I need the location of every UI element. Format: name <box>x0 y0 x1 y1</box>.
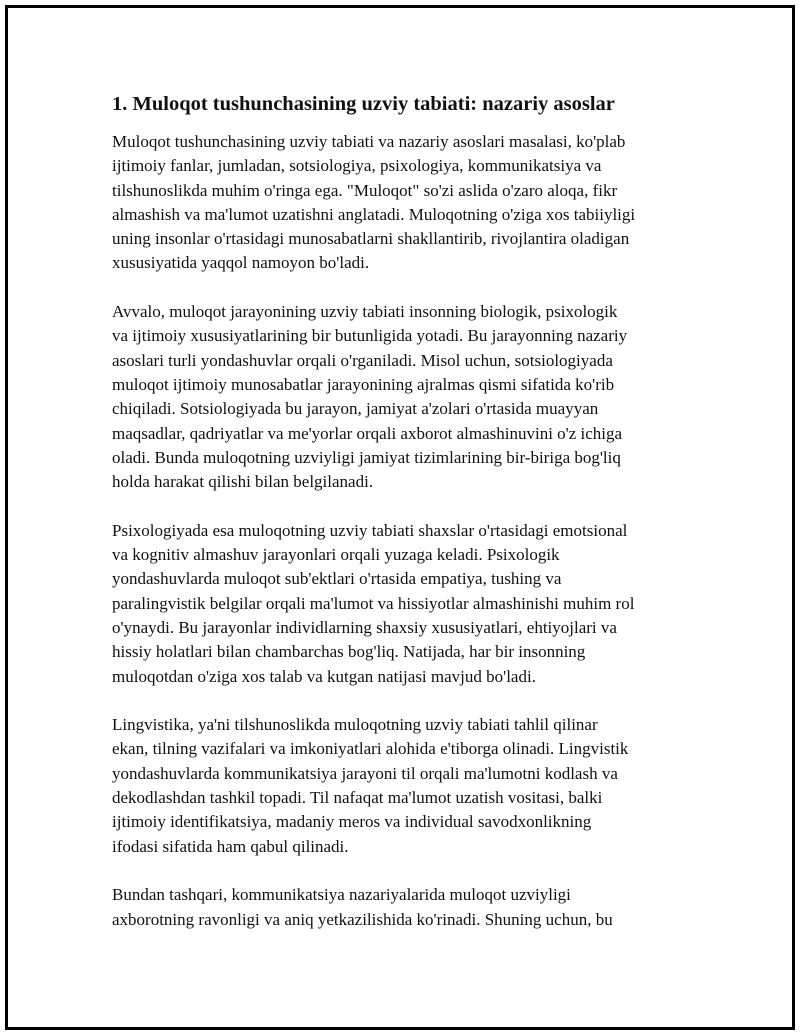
text-line: va ijtimoiy xususiyatlarining bir butunligida yotadi. Bu jarayonning nazariy <box>112 326 628 346</box>
text-line: maqsadlar, qadriyatlar va me'yorlar orqali axborot almashinuvini o'z ichiga <box>112 423 623 443</box>
paragraph-2 <box>112 300 672 494</box>
paragraph-3 <box>112 519 672 689</box>
document-body <box>112 90 672 956</box>
text-line: almashish va ma'lumot uzatishni anglatadi. Muloqotning o'ziga xos tabiiyligi <box>112 204 636 224</box>
text-line: muloqot ijtimoiy munosabatlar jarayonining ajralmas qismi sifatida ko'rib <box>112 374 615 394</box>
text-line: Psixologiyada esa muloqotning uzviy tabiati shaxslar o'rtasidagi emotsional <box>112 520 628 540</box>
section-heading: 1. Muloqot tushunchasining uzviy tabiati: nazariy asoslar <box>112 93 615 115</box>
text-line: holda harakat qilishi bilan belgilanadi. <box>112 472 374 492</box>
text-line: oladi. Bunda muloqotning uzviyligi jamiyat tizimlarining bir-biriga bog'liq <box>112 447 621 467</box>
text-line: chiqiladi. Sotsiologiyada bu jarayon, jamiyat a'zolari o'rtasida muayyan <box>112 399 599 419</box>
text-line: ekan, tilning vazifalari va imkoniyatlari alohida e'tiborga olinadi. Lingvistik <box>112 739 629 759</box>
text-line: ijtimoiy identifikatsiya, madaniy meros va individual savodxonlikning <box>112 812 592 832</box>
text-line: yondashuvlarda muloqot sub'ektlari o'rtasida empatiya, tushing va <box>112 569 562 589</box>
text-line: Bundan tashqari, kommunikatsiya nazariyalarida muloqot uzviyligi <box>112 885 571 905</box>
text-line: muloqotdan o'ziga xos talab va kutgan natijasi mavjud bo'ladi. <box>112 666 536 686</box>
text-line: yondashuvlarda kommunikatsiya jarayoni til orqali ma'lumotni kodlash va <box>112 763 618 783</box>
text-line: xususiyatida yaqqol namoyon bo'ladi. <box>112 253 370 273</box>
text-line: paralingvistik belgilar orqali ma'lumot va hissiyotlar almashinishi muhim rol <box>112 593 635 613</box>
text-line: ifodasi sifatida ham qabul qilinadi. <box>112 836 349 856</box>
text-line: Avvalo, muloqot jarayonining uzviy tabiati insonning biologik, psixologik <box>112 302 618 322</box>
paragraph-1 <box>112 130 672 276</box>
text-line: asoslari turli yondashuvlar orqali o'rganiladi. Misol uchun, sotsiologiyada <box>112 350 613 370</box>
text-line: ijtimoiy fanlar, jumladan, sotsiologiya, psixologiya, kommunikatsiya va <box>112 156 602 176</box>
paragraph-4 <box>112 713 672 859</box>
text-line: tilshunoslikda muhim o'ringa ega. "Muloqot" so'zi aslida o'zaro aloqa, fikr <box>112 180 618 200</box>
text-line: va kognitiv almashuv jarayonlari orqali yuzaga keladi. Psixologik <box>112 545 560 565</box>
paragraph-5 <box>112 883 672 932</box>
text-line: axborotning ravonligi va aniq yetkazilishida ko'rinadi. Shuning uchun, bu <box>112 909 613 929</box>
text-line: hissiy holatlari bilan chambarchas bog'liq. Natijada, har bir insonning <box>112 642 586 662</box>
text-line: dekodlashdan tashkil topadi. Til nafaqat ma'lumot uzatish vositasi, balki <box>112 788 603 808</box>
text-line: Lingvistika, ya'ni tilshunoslikda muloqotning uzviy tabiati tahlil qilinar <box>112 715 598 735</box>
text-line: Muloqot tushunchasining uzviy tabiati va nazariy asoslari masalasi, ko'plab <box>112 132 626 151</box>
text-line: o'ynaydi. Bu jarayonlar individlarning shaxsiy xususiyatlari, ehtiyojlari va <box>112 617 617 637</box>
text-line: uning insonlar o'rtasidagi munosabatlarni shakllantirib, rivojlantira oladigan <box>112 229 630 249</box>
